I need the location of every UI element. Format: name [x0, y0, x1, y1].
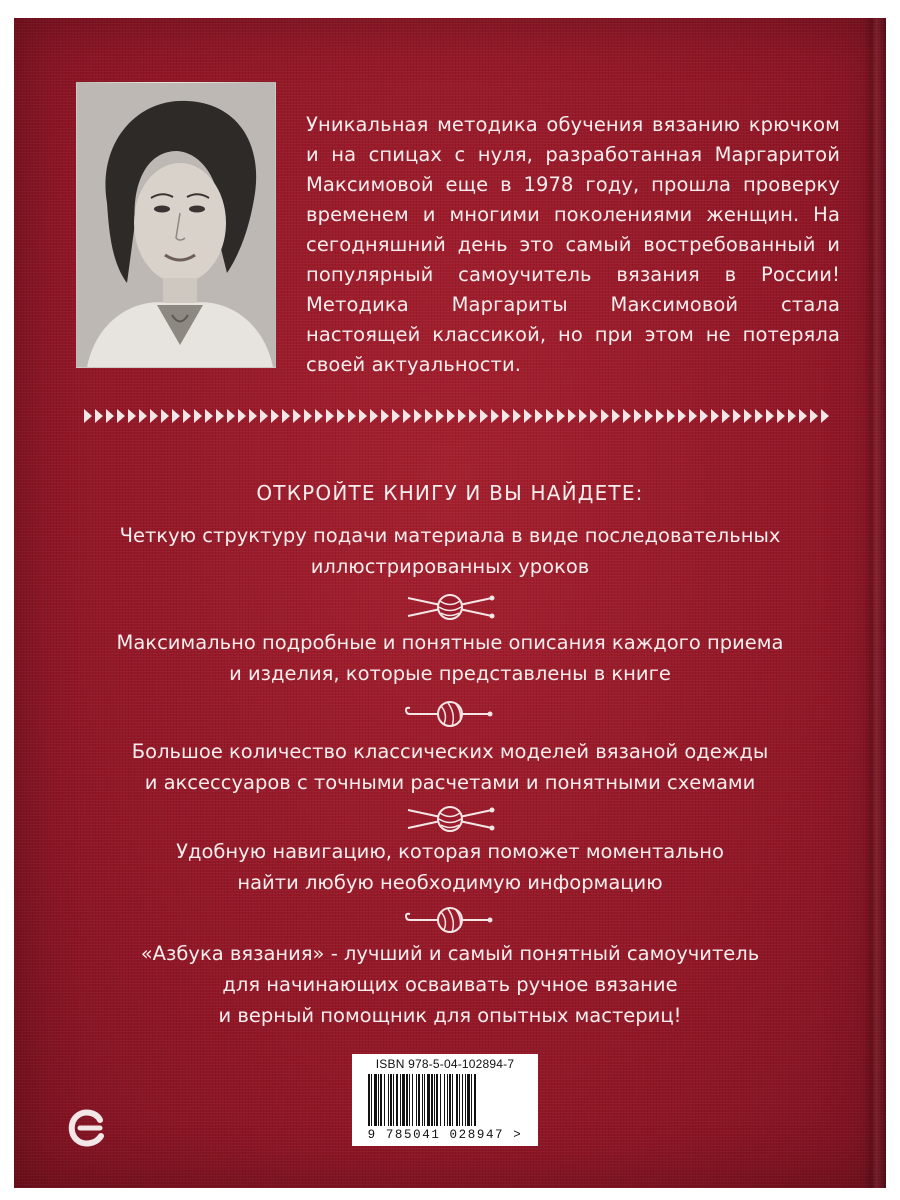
knit-stitch — [227, 416, 235, 423]
knit-stitch — [623, 409, 631, 416]
knit-stitch — [755, 409, 763, 416]
isbn-label: ISBN 978-5-04-102894-7 — [375, 1057, 515, 1071]
knit-stitch — [612, 409, 620, 416]
knit-stitch — [326, 409, 334, 416]
knit-stitch — [502, 416, 510, 423]
knit-stitch — [678, 409, 686, 416]
feature-item — [50, 520, 850, 582]
knit-stitch — [656, 416, 664, 423]
closing-line: для начинающих осваивать ручное вязание — [222, 973, 678, 996]
barcode-bar — [434, 1074, 435, 1126]
knit-stitch — [425, 416, 433, 423]
isbn-barcode-block — [352, 1054, 538, 1146]
knit-stitch — [579, 409, 587, 416]
knit-stitch — [524, 409, 532, 416]
knit-stitch — [645, 409, 653, 416]
yarn-ball-hook-icon — [400, 900, 500, 940]
knit-stitch — [183, 416, 191, 423]
barcode-bar — [368, 1074, 370, 1126]
knit-stitch — [106, 416, 114, 423]
knit-stitch — [172, 409, 180, 416]
knit-stitch — [392, 416, 400, 423]
knit-stitch — [524, 416, 532, 423]
barcode-bar — [371, 1074, 372, 1126]
knit-stitch — [546, 416, 554, 423]
knit-stitch — [359, 409, 367, 416]
knit-stitch — [139, 409, 147, 416]
author-portrait — [76, 82, 276, 368]
knit-stitch — [502, 409, 510, 416]
knit-stitch — [590, 409, 598, 416]
cover-board — [14, 18, 886, 1188]
barcode-bar — [474, 1074, 476, 1126]
knit-stitch — [733, 416, 741, 423]
knit-stitch — [117, 416, 125, 423]
knit-stitch — [205, 416, 213, 423]
barcode-bar — [384, 1074, 385, 1126]
closing-statement — [50, 938, 850, 1031]
intro-paragraph: Уникальная методика обучения вязанию крючком и на спицах с нуля, разработанная Маргаритой Максимовой еще в 1978 году, прошла проверку временем и многими поколениями женщин. На сегодняшний день это самый востребованный и популярный самоучитель вязания в России! Методика Маргариты Максимовой стала настоящей классикой, но при этом не потеряла своей актуальности. — [306, 113, 840, 376]
barcode-bar — [409, 1074, 410, 1126]
barcode-bar — [393, 1074, 394, 1126]
knit-stitch — [491, 416, 499, 423]
knit-stitch — [249, 409, 257, 416]
knit-stitch — [205, 409, 213, 416]
knit-stitch — [634, 416, 642, 423]
knit-stitch — [480, 409, 488, 416]
knit-stitch — [271, 409, 279, 416]
feature-line: Четкую структуру подачи материала в виде последовательных — [119, 524, 781, 547]
knit-stitch — [370, 409, 378, 416]
knit-stitch — [469, 409, 477, 416]
knit-stitch — [821, 409, 829, 416]
knit-stitch — [777, 409, 785, 416]
knit-stitch — [579, 416, 587, 423]
knit-stitch — [645, 416, 653, 423]
knit-stitch — [304, 409, 312, 416]
knit-stitch — [315, 416, 323, 423]
knit-stitch — [447, 409, 455, 416]
knit-stitch — [700, 416, 708, 423]
portrait-illustration — [77, 83, 275, 367]
knit-stitch — [766, 416, 774, 423]
knit-stitch — [788, 416, 796, 423]
barcode-bar — [471, 1074, 472, 1126]
knit-stitch — [106, 409, 114, 416]
knit-stitch — [590, 416, 598, 423]
knit-stitch — [799, 416, 807, 423]
barcode-bar — [449, 1074, 451, 1126]
knit-stitch — [667, 416, 675, 423]
knit-stitch — [359, 416, 367, 423]
knit-stitch — [260, 416, 268, 423]
barcode-bar — [412, 1074, 413, 1126]
barcode-bar — [465, 1074, 466, 1126]
knit-stitch — [337, 416, 345, 423]
knit-stitch — [436, 416, 444, 423]
knit-stitch — [84, 409, 92, 416]
section-heading: ОТКРОЙТЕ КНИГУ И ВЫ НАЙДЕТЕ: — [256, 481, 644, 505]
knit-stitch — [183, 409, 191, 416]
knit-stitch — [458, 416, 466, 423]
knit-stitch — [150, 409, 158, 416]
knit-stitch — [117, 409, 125, 416]
barcode-bar — [400, 1074, 401, 1126]
knit-stitch — [447, 416, 455, 423]
knit-stitch — [535, 409, 543, 416]
knit-stitch — [216, 416, 224, 423]
knit-stitch — [271, 416, 279, 423]
knit-stitch — [689, 409, 697, 416]
barcode-bar — [416, 1074, 417, 1126]
knit-stitch — [436, 409, 444, 416]
knit-stitch — [282, 409, 290, 416]
feature-line: и изделия, которые представлены в книге — [229, 662, 671, 685]
barcode-bar — [444, 1074, 445, 1126]
knit-stitch — [612, 416, 620, 423]
feature-line: Максимально подробные и понятные описания каждого приема — [116, 631, 784, 654]
knit-stitch — [403, 416, 411, 423]
knit-stitch — [425, 409, 433, 416]
knit-stitch — [480, 416, 488, 423]
feature-line: Большое количество классических моделей вязаной одежды — [131, 740, 769, 763]
yarn-ball-hook-icon — [400, 694, 500, 734]
barcode-bar — [378, 1074, 379, 1126]
barcode-bar — [447, 1074, 448, 1126]
barcode-bar — [402, 1074, 405, 1126]
knit-stitch — [293, 409, 301, 416]
knit-stitch — [601, 409, 609, 416]
knit-stitch — [326, 416, 334, 423]
yarn-ball-needles-icon — [400, 586, 500, 626]
knit-stitch — [469, 416, 477, 423]
knit-stitch — [414, 416, 422, 423]
barcode-bar — [396, 1074, 398, 1126]
knit-stitch — [689, 416, 697, 423]
knit-stitch — [249, 416, 257, 423]
knit-stitch — [315, 409, 323, 416]
knit-stitch — [392, 409, 400, 416]
knit-stitch-divider — [80, 406, 836, 426]
knit-stitch — [337, 409, 345, 416]
barcode-bar — [374, 1074, 377, 1126]
knit-stitch — [194, 416, 202, 423]
barcode-bar — [422, 1074, 423, 1126]
feature-line: иллюстрированных уроков — [310, 555, 590, 578]
knit-stitch — [238, 416, 246, 423]
knit-stitch — [546, 409, 554, 416]
yarn-ball-needles-icon — [400, 798, 500, 838]
barcode-bar — [388, 1074, 389, 1126]
knit-stitch — [150, 416, 158, 423]
knit-stitch — [744, 409, 752, 416]
knit-stitch — [348, 409, 356, 416]
knit-stitch — [172, 416, 180, 423]
knit-stitch — [535, 416, 543, 423]
knit-stitch — [513, 416, 521, 423]
feature-line: Удобную навигацию, которая поможет моментально — [176, 840, 724, 863]
knit-stitch — [711, 416, 719, 423]
knit-stitch — [810, 409, 818, 416]
knit-stitch — [722, 409, 730, 416]
knit-stitch — [513, 409, 521, 416]
feature-item — [50, 836, 850, 898]
barcode-bar — [390, 1074, 392, 1126]
knit-stitch — [810, 416, 818, 423]
barcode-bar — [427, 1074, 430, 1126]
knit-stitch — [656, 409, 664, 416]
eksmo-logo-icon — [66, 1106, 110, 1150]
knit-stitch — [733, 409, 741, 416]
feature-item — [50, 627, 850, 689]
knit-stitch — [766, 409, 774, 416]
knit-stitch — [414, 409, 422, 416]
knit-stitch — [755, 416, 763, 423]
knit-stitch — [700, 409, 708, 416]
knit-stitch — [128, 416, 136, 423]
knit-stitch — [557, 416, 565, 423]
feature-line: найти любую необходимую информацию — [237, 871, 663, 894]
knit-stitch — [293, 416, 301, 423]
knit-stitch — [777, 416, 785, 423]
barcode-bar — [406, 1074, 408, 1126]
closing-line: и верный помощник для опытных мастериц! — [218, 1004, 682, 1027]
knit-stitch — [381, 416, 389, 423]
knit-stitch — [370, 416, 378, 423]
feature-line: и аксессуаров с точными расчетами и понятными схемами — [144, 771, 756, 794]
barcode-bar — [452, 1074, 453, 1126]
feature-item — [50, 736, 850, 798]
isbn-digits: 9 785041 028947 > — [367, 1128, 523, 1142]
knit-stitch — [95, 409, 103, 416]
knit-stitch — [348, 416, 356, 423]
knit-stitch — [623, 416, 631, 423]
knit-stitch — [634, 409, 642, 416]
knit-stitch — [128, 409, 136, 416]
knit-stitch — [821, 416, 829, 423]
knit-stitch — [84, 416, 92, 423]
barcode-bar — [462, 1074, 463, 1126]
knit-stitch — [568, 409, 576, 416]
barcode-bar — [459, 1074, 460, 1126]
knit-stitch — [161, 416, 169, 423]
knit-stitch — [557, 409, 565, 416]
knit-stitch — [260, 409, 268, 416]
knit-stitch — [491, 409, 499, 416]
knit-stitch — [403, 409, 411, 416]
knit-stitch — [667, 409, 675, 416]
barcode-bar — [436, 1074, 438, 1126]
barcode-bar — [424, 1074, 425, 1126]
knit-stitch — [722, 416, 730, 423]
barcode-bar — [431, 1074, 433, 1126]
knit-stitch — [711, 409, 719, 416]
knit-stitch — [568, 416, 576, 423]
knit-stitch — [788, 409, 796, 416]
barcode-bar — [456, 1074, 458, 1126]
knit-stitch — [601, 416, 609, 423]
barcode-bar — [380, 1074, 382, 1126]
knit-stitch — [139, 416, 147, 423]
knit-stitch — [458, 409, 466, 416]
knit-stitch — [95, 416, 103, 423]
knit-stitch — [161, 409, 169, 416]
knit-stitch — [678, 416, 686, 423]
knit-stitch — [194, 409, 202, 416]
knit-stitch — [304, 416, 312, 423]
knit-stitch — [282, 416, 290, 423]
knit-stitch — [744, 416, 752, 423]
spine-edge — [864, 18, 886, 1188]
knit-stitch — [799, 409, 807, 416]
knit-stitch — [238, 409, 246, 416]
closing-line: «Азбука вязания» - лучший и самый понятный самоучитель — [140, 942, 760, 965]
knit-stitch — [381, 409, 389, 416]
knit-stitch — [227, 409, 235, 416]
barcode-bar — [418, 1074, 420, 1126]
barcode-bar — [467, 1074, 470, 1126]
barcode-bar — [440, 1074, 441, 1126]
knit-stitch — [216, 409, 224, 416]
